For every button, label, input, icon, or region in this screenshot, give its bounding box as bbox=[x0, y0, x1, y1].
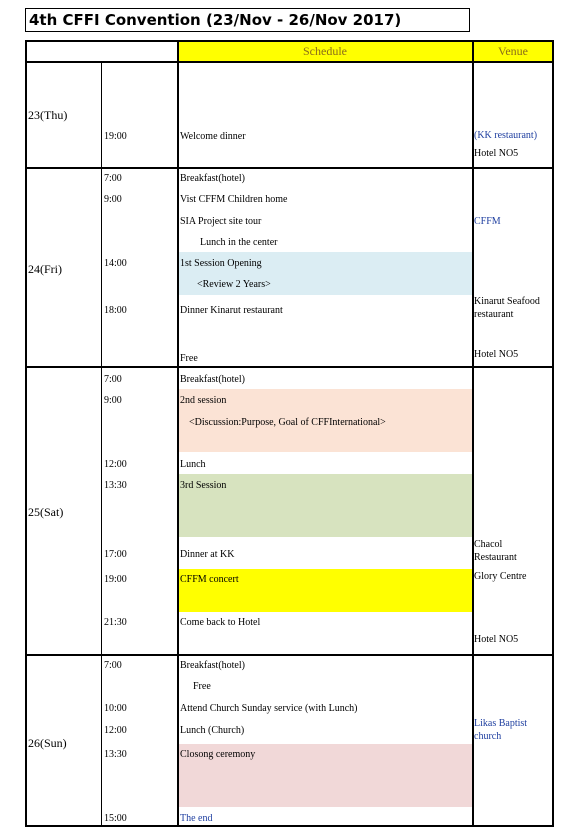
venue-cell: Hotel NO5 bbox=[474, 349, 519, 360]
event-cell: Lunch bbox=[180, 459, 206, 470]
event-cell: Dinner Kinarut restaurant bbox=[180, 305, 283, 316]
event-cell: Free bbox=[193, 681, 211, 692]
schedule-header: Schedule bbox=[303, 44, 347, 58]
event-cell: <Review 2 Years> bbox=[197, 279, 271, 290]
event-cell: Attend Church Sunday service (with Lunch) bbox=[180, 703, 358, 714]
event-cell: 3rd Session bbox=[180, 480, 227, 491]
header-divider bbox=[27, 61, 552, 63]
event-cell: Dinner at KK bbox=[180, 549, 235, 560]
event-cell: Come back to Hotel bbox=[180, 617, 261, 628]
day-label: 26(Sun) bbox=[28, 736, 67, 750]
time-cell: 13:30 bbox=[104, 749, 127, 760]
event-cell: Breakfast(hotel) bbox=[180, 374, 245, 385]
time-cell: 7:00 bbox=[104, 374, 122, 385]
time-column-divider bbox=[101, 62, 102, 825]
time-cell: 21:30 bbox=[104, 617, 127, 628]
time-cell: 10:00 bbox=[104, 703, 127, 714]
page-title: 4th CFFI Convention (23/Nov - 26/Nov 2017) bbox=[25, 8, 470, 32]
day-label: 24(Fri) bbox=[28, 262, 62, 276]
time-cell: 13:30 bbox=[104, 480, 127, 491]
schedule-table bbox=[25, 40, 554, 827]
time-cell: 17:00 bbox=[104, 549, 127, 560]
event-cell: SIA Project site tour bbox=[180, 216, 262, 227]
time-cell: 14:00 bbox=[104, 258, 127, 269]
day-label: 25(Sat) bbox=[28, 505, 64, 519]
event-cell: The end bbox=[180, 813, 213, 824]
time-cell: 7:00 bbox=[104, 660, 122, 671]
time-cell: 9:00 bbox=[104, 395, 122, 406]
venue-cell: Hotel NO5 bbox=[474, 634, 519, 645]
venue-cell: Glory Centre bbox=[474, 571, 527, 582]
event-cell: Free bbox=[180, 353, 198, 364]
event-cell: Breakfast(hotel) bbox=[180, 173, 245, 184]
day-divider-3 bbox=[27, 654, 552, 656]
day-label: 23(Thu) bbox=[28, 108, 68, 122]
time-cell: 9:00 bbox=[104, 194, 122, 205]
venue-cell: Chacol bbox=[474, 539, 503, 550]
time-cell: 19:00 bbox=[104, 574, 127, 585]
event-cell: 1st Session Opening bbox=[180, 258, 262, 269]
venue-cell: restaurant bbox=[474, 309, 514, 320]
event-cell: Closong ceremony bbox=[180, 749, 256, 760]
event-cell: Lunch in the center bbox=[200, 237, 278, 248]
day-divider-1 bbox=[27, 167, 552, 169]
schedule-column-divider bbox=[177, 42, 179, 825]
event-cell: Vist CFFM Children home bbox=[180, 194, 288, 205]
venue-cell: Kinarut Seafood bbox=[474, 296, 540, 307]
venue-cell: church bbox=[474, 731, 502, 742]
venue-cell: Restaurant bbox=[474, 552, 517, 563]
venue-cell: Hotel NO5 bbox=[474, 148, 519, 159]
event-cell: Welcome dinner bbox=[180, 131, 246, 142]
venue-cell: CFFM bbox=[474, 216, 501, 227]
event-cell: Lunch (Church) bbox=[180, 725, 245, 736]
day-divider-2 bbox=[27, 366, 552, 368]
time-cell: 15:00 bbox=[104, 813, 127, 824]
time-cell: 12:00 bbox=[104, 725, 127, 736]
time-cell: 18:00 bbox=[104, 305, 127, 316]
event-cell: CFFM concert bbox=[180, 574, 239, 585]
time-cell: 12:00 bbox=[104, 459, 127, 470]
event-cell: 2nd session bbox=[180, 395, 227, 406]
venue-cell: Likas Baptist bbox=[474, 718, 528, 729]
event-cell: <Discussion:Purpose, Goal of CFFInternational> bbox=[189, 417, 386, 428]
venue-header: Venue bbox=[498, 44, 528, 58]
time-cell: 19:00 bbox=[104, 131, 127, 142]
time-cell: 7:00 bbox=[104, 173, 122, 184]
event-cell: Breakfast(hotel) bbox=[180, 660, 245, 671]
venue-cell: (KK restaurant) bbox=[474, 130, 538, 141]
